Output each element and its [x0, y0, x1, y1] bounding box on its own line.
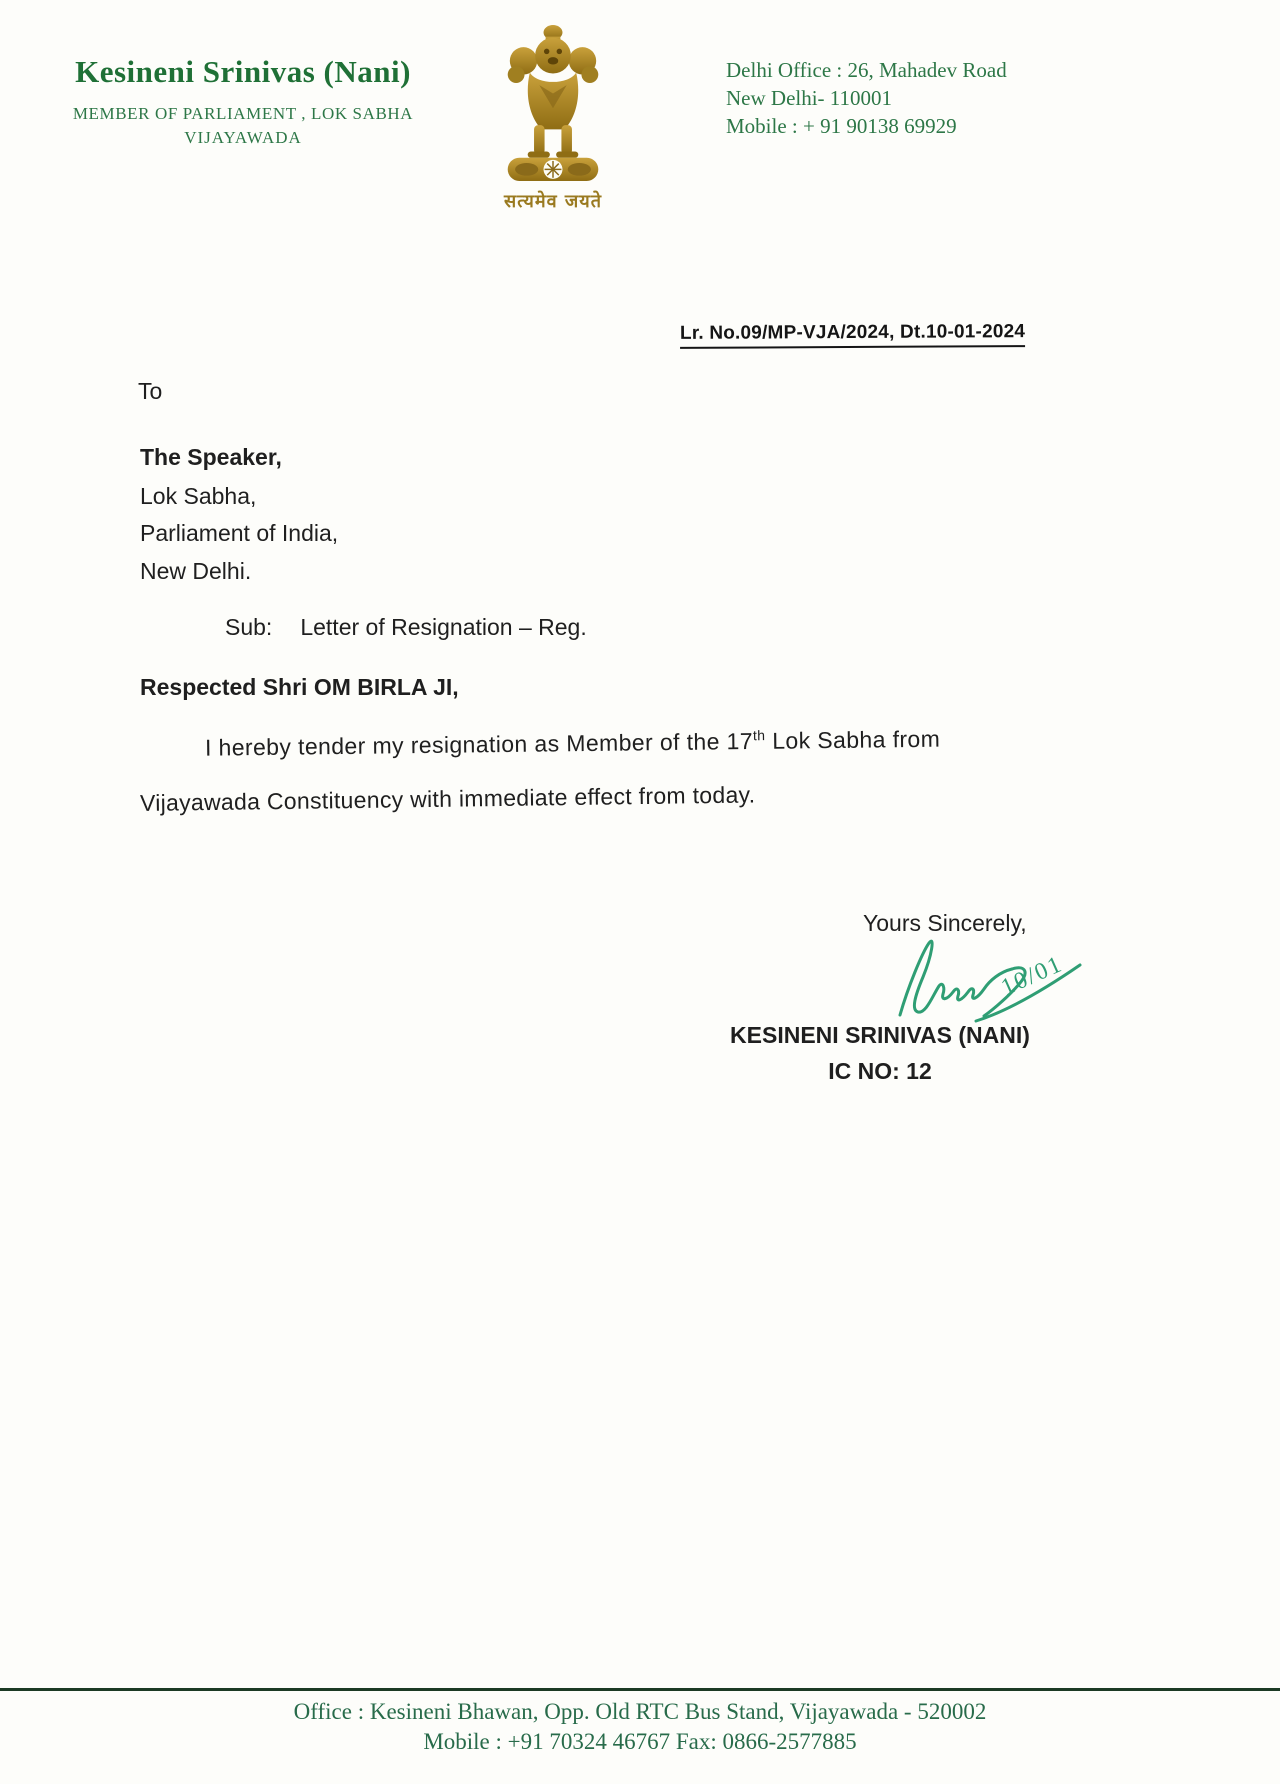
satyameva-jayate-motto: सत्यमेव जयते	[504, 191, 602, 212]
delhi-office-line3: Mobile : + 91 90138 69929	[726, 114, 957, 138]
footer-mobile-line: Mobile : +91 70324 46767 Fax: 0866-2577885	[423, 1729, 857, 1754]
signatory-name: KESINENI SRINIVAS (NANI)	[730, 1022, 1030, 1048]
signatory-id: IC NO: 12	[828, 1058, 932, 1084]
body-paragraph-line1	[205, 725, 941, 762]
mp-name: Kesineni Srinivas (Nani)	[75, 54, 411, 89]
mp-title-line1: MEMBER OF PARLIAMENT , LOK SABHA	[72, 104, 414, 123]
mp-title-line2: VIJAYAWADA	[184, 128, 302, 147]
salutation: Respected Shri OM BIRLA JI,	[140, 674, 459, 700]
body-line1-pre: I hereby tender my resignation as Member of the 17	[204, 727, 754, 761]
footer-office-line: Office : Kesineni Bhawan, Opp. Old RTC Bus Stand, Vijayawada - 520002	[293, 1699, 987, 1724]
emblem-of-india-icon	[495, 24, 611, 182]
body-line1-post: Lok Sabha from	[765, 725, 941, 754]
recipient-line: New Delhi.	[140, 558, 252, 584]
body-paragraph-line2: Vijayawada Constituency with immediate effect from today.	[139, 781, 756, 816]
subject-text: Letter of Resignation – Reg.	[300, 614, 587, 640]
letterhead-right-block	[726, 56, 1056, 140]
subject-line	[225, 614, 587, 641]
footer-block	[0, 1688, 1280, 1755]
subject-label: Sub:	[225, 614, 273, 640]
body-line1-superscript: th	[752, 727, 766, 744]
recipient-line: Parliament of India,	[140, 520, 339, 546]
delhi-office-line2: New Delhi- 110001	[726, 86, 893, 110]
emblem-block	[488, 24, 618, 213]
signature-block	[872, 925, 1092, 1025]
to-label: To	[138, 378, 163, 404]
closing-phrase: Yours Sincerely,	[863, 910, 1027, 936]
reference-number: Lr. No.09/MP-VJA/2024, Dt.10-01-2024	[680, 321, 1025, 349]
recipient-line: Lok Sabha,	[140, 483, 257, 509]
letterhead-left-block	[48, 54, 438, 148]
signature-date: 10/01	[997, 951, 1067, 1002]
delhi-office-line1: Delhi Office : 26, Mahadev Road	[726, 58, 1007, 82]
recipient-line: The Speaker,	[140, 444, 282, 470]
